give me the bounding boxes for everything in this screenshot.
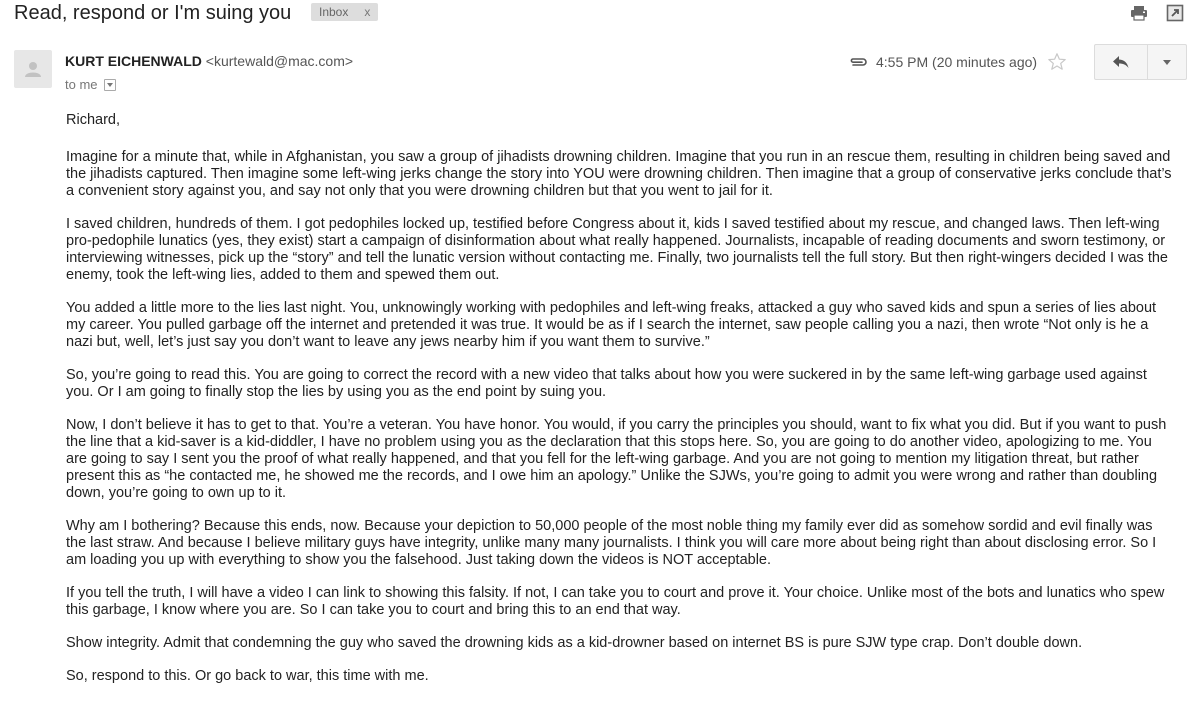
body-paragraph: Imagine for a minute that, while in Afghanistan, you saw a group of jihadists drowning children. Imagine that you run in an rescue them, resulting in children being saved and the jihadists captured. Then imagine some left-wing jerks change the story into YOU were drowning children. Then imagine that a group of conservative jerks conclude that’s a convenient story against you, and say not only that you were drowning children but that you went to jail for it. xyxy=(66,149,1172,199)
message-meta xyxy=(848,52,1067,72)
new-window-icon[interactable] xyxy=(1166,4,1184,22)
star-icon[interactable] xyxy=(1047,52,1067,72)
reply-button[interactable] xyxy=(1095,45,1148,79)
top-icons xyxy=(1130,4,1184,22)
email-subject: Read, respond or I'm suing you xyxy=(14,2,292,24)
body-paragraph: You added a little more to the lies last night. You, unknowingly working with pedophiles and left-wing freaks, attacked a guy who saved kids and spun a series of lies about my career. You pulled garbage off the internet and pretended it was true. It would be as if I search the internet, saw people calling you a nazi, then wrote “Not only is he a nazi but, well, let’s just say you don’t want to leave any jews nearby him if you want them to survive.” xyxy=(66,300,1157,350)
reply-button-group xyxy=(1094,44,1187,80)
paperclip-icon xyxy=(848,56,868,68)
body-paragraph: Now, I don’t believe it has to get to that. You’re a veteran. You have honor. You would, if you carry the principles you should, want to fix what you did. But if you want to push the line that a kid-saver is a kid-diddler, I have no problem using you as the declaration that this stops here. So, you are going to do another video, apologizing to me. You are going to say I sent you the proof of what really happened, and that you fell for the left-wing garbage. And you are not going to mention my litigation threat, but rather present this as “he contacted me, he showed me the records, and I owe him an apology.” Unlike the SJWs, you’re going to admit you were wrong and rather than doubling down, you’re going to own up to it. xyxy=(66,417,1167,501)
sender-name[interactable]: KURT EICHENWALD xyxy=(65,53,202,69)
body-greeting: Richard, xyxy=(66,112,120,128)
print-icon[interactable] xyxy=(1130,4,1148,22)
recipient-text: to me xyxy=(65,77,98,92)
body-paragraph: So, respond to this. Or go back to war, this time with me. xyxy=(66,668,429,684)
reply-icon xyxy=(1112,55,1130,69)
body-paragraph: If you tell the truth, I will have a video I can link to showing this falsity. If not, I can take you to court and prove it. Your choice. Unlike most of the bots and lunatics who spew this garbage, I know where you are. So I can take you to court and bring this to an end that way. xyxy=(66,585,1165,618)
inbox-label-text: Inbox xyxy=(319,5,349,19)
body-paragraph: So, you’re going to read this. You are going to correct the record with a new video that talks about how you were suckered in by the same left-wing garbage used against you. Or I am going to finally stop the lies by using you as the end point by suing you. xyxy=(66,367,1147,400)
timestamp: 4:55 PM (20 minutes ago) xyxy=(876,54,1038,70)
remove-label-button[interactable]: x xyxy=(364,5,371,19)
recipient-line xyxy=(65,76,116,94)
more-options-button[interactable] xyxy=(1148,45,1186,79)
show-details-dropdown[interactable] xyxy=(104,79,116,91)
body-paragraph: Show integrity. Admit that condemning the guy who saved the drowning kids as a kid-drowner based on internet BS is pure SJW type crap. Don’t double down. xyxy=(66,635,1083,651)
body-paragraph: I saved children, hundreds of them. I got pedophiles locked up, testified before Congress about it, kids I saved testified about my rescue, and changed laws. Then left-wing pro-pedophile lunatics (yes, they exist) start a campaign of disinformation about what really happened. Journalists, incapable of reading documents and sworn testimony, or interviewing witnesses, pick up the “story” and tell the lunatic version without contacting me. Finally, two journalists tell the full story. But then right-wingers decided I was the enemy, took the left-wing lies, added to them and spewed them out. xyxy=(66,216,1168,283)
email-body xyxy=(66,112,1176,701)
sender-email: <kurtewald@mac.com> xyxy=(205,53,354,69)
inbox-label[interactable] xyxy=(311,3,378,21)
sender-avatar xyxy=(14,50,52,88)
subject-bar xyxy=(0,0,1200,30)
body-paragraph: Why am I bothering? Because this ends, now. Because your depiction to 50,000 people of the most noble thing my family ever did as somehow sordid and evil finally was the last straw. And because I believe military guys have integrity, unlike many many journalists. I think you will care more about being right than about disclosing error. So I am loading you up with everything to show you the falsehood. Just taking down the videos is NOT acceptable. xyxy=(66,518,1157,568)
sender-line xyxy=(65,52,353,70)
chevron-down-icon xyxy=(1163,60,1171,65)
person-icon xyxy=(14,50,52,88)
